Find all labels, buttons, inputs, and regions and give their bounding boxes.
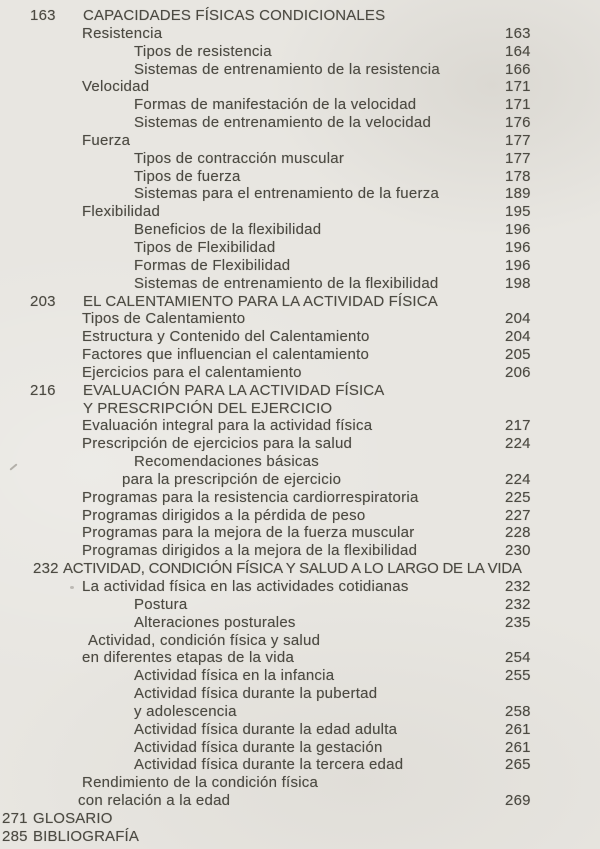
- page-number: 227: [505, 506, 531, 524]
- page-number: 196: [505, 256, 531, 274]
- entry-title: con relación a la edad: [78, 792, 231, 810]
- page-number: 189: [505, 185, 531, 203]
- entry-title: Actividad física durante la gestación: [134, 738, 383, 756]
- toc-row: [0, 489, 600, 507]
- page-number: 265: [505, 756, 531, 774]
- page-number: 176: [505, 114, 531, 132]
- toc-row: [0, 257, 600, 275]
- toc-row: [0, 310, 600, 328]
- entry-title: EVALUACIÓN PARA LA ACTIVIDAD FÍSICA: [83, 381, 385, 399]
- page-number: 225: [505, 488, 531, 506]
- entry-title: La actividad física en las actividades cotidianas: [82, 578, 409, 595]
- toc-row: [0, 721, 600, 739]
- toc-row: [0, 346, 600, 364]
- toc-row: [0, 114, 600, 132]
- entry-title: Tipos de resistencia: [134, 42, 272, 60]
- entry-title: Formas de manifestación de la velocidad: [134, 96, 417, 114]
- entry-title: Velocidad: [82, 78, 150, 96]
- toc-row: [0, 739, 600, 757]
- entry-title: Programas dirigidos a la pérdida de peso: [82, 506, 366, 524]
- entry-title: Rendimiento de la condición física: [82, 774, 319, 792]
- toc-row: [0, 150, 600, 168]
- entry-title: Flexibilidad: [82, 203, 161, 221]
- entry-title: Programas dirigidos a la mejora de la flexibilidad: [82, 542, 418, 560]
- toc-row: [0, 185, 600, 203]
- toc-row: [0, 168, 600, 186]
- table-of-contents: [0, 7, 600, 846]
- toc-row: [0, 578, 600, 596]
- chapter-page-number: 203: [30, 292, 56, 310]
- toc-row: [0, 61, 600, 79]
- page-number: 232: [505, 595, 531, 613]
- entry-title: Programas para la resistencia cardiorrespiratoria: [82, 488, 419, 506]
- page-number: 206: [505, 363, 531, 381]
- entry-title: en diferentes etapas de la vida: [82, 649, 295, 667]
- toc-row: [0, 685, 600, 703]
- page-number: 178: [505, 167, 531, 185]
- toc-row: [0, 78, 600, 96]
- page-number: 224: [505, 470, 531, 488]
- entry-title: CAPACIDADES FÍSICAS CONDICIONALES: [83, 7, 386, 24]
- toc-row: [0, 792, 600, 810]
- page-number: 224: [505, 435, 531, 453]
- toc-row: [0, 96, 600, 114]
- toc-row: [0, 275, 600, 293]
- page-number: 217: [505, 417, 531, 435]
- entry-title: Tipos de Flexibilidad: [134, 238, 276, 256]
- entry-title: Factores que influencian el calentamiento: [82, 346, 370, 364]
- entry-title: Estructura y Contenido del Calentamiento: [82, 328, 370, 346]
- page-number: 228: [505, 524, 531, 542]
- toc-row: [0, 293, 600, 311]
- entry-title: Tipos de contracción muscular: [134, 149, 345, 167]
- entry-title: Y PRESCRIPCIÓN DEL EJERCICIO: [83, 399, 333, 417]
- toc-row: [0, 471, 600, 489]
- page-number: 235: [505, 613, 531, 631]
- entry-title: Sistemas de entrenamiento de la resistencia: [134, 60, 440, 78]
- entry-title: Actividad física durante la edad adulta: [134, 720, 398, 738]
- toc-row: [0, 774, 600, 792]
- toc-row: [0, 364, 600, 382]
- entry-title: Resistencia: [82, 24, 163, 42]
- page-number: 195: [505, 203, 531, 221]
- toc-row: [0, 132, 600, 150]
- toc-row: [0, 221, 600, 239]
- page-number: 255: [505, 667, 531, 685]
- page-number: 164: [505, 42, 531, 60]
- entry-title: y adolescencia: [134, 702, 237, 720]
- entry-title: Sistemas de entrenamiento de la velocidad: [134, 114, 432, 132]
- page-number: 232: [505, 578, 531, 595]
- entry-title: Postura: [134, 595, 188, 613]
- page-number: 261: [505, 738, 531, 756]
- toc-row: [0, 203, 600, 221]
- toc-row: [0, 756, 600, 774]
- entry-title: Sistemas de entrenamiento de la flexibilidad: [134, 274, 439, 292]
- chapter-page-number: 285: [2, 827, 28, 845]
- toc-row: [0, 524, 600, 542]
- toc-row: [0, 507, 600, 525]
- page-number: 171: [505, 78, 531, 96]
- entry-title: Actividad física durante la pubertad: [134, 685, 378, 703]
- entry-title: Evaluación integral para la actividad física: [82, 417, 373, 435]
- page-number: 204: [505, 310, 531, 328]
- page-number: 269: [505, 792, 531, 810]
- entry-title: Ejercicios para el calentamiento: [82, 363, 302, 381]
- entry-title: ACTIVIDAD, CONDICIÓN FÍSICA Y SALUD A LO LARGO DE LA VIDA: [63, 560, 522, 578]
- page-number: 261: [505, 720, 531, 738]
- page-number: 166: [505, 60, 531, 78]
- page-number: 177: [505, 131, 531, 149]
- chapter-page-number: 216: [30, 381, 56, 399]
- entry-title: Beneficios de la flexibilidad: [134, 221, 322, 239]
- entry-title: Alteraciones posturales: [134, 613, 296, 631]
- entry-title: Fuerza: [82, 131, 131, 149]
- chapter-page-number: 163: [30, 7, 56, 24]
- entry-title: Recomendaciones básicas: [134, 453, 320, 471]
- entry-title: GLOSARIO: [33, 809, 113, 827]
- entry-title: Programas para la mejora de la fuerza muscular: [82, 524, 415, 542]
- entry-title: Tipos de fuerza: [134, 167, 241, 185]
- page-number: 258: [505, 702, 531, 720]
- scan-artifact: [70, 586, 74, 589]
- toc-row: [0, 596, 600, 614]
- toc-row: [0, 703, 600, 721]
- page-number: 177: [505, 149, 531, 167]
- page-number: 204: [505, 328, 531, 346]
- toc-row: [0, 649, 600, 667]
- toc-row: [0, 400, 600, 418]
- entry-title: Actividad, condición física y salud: [88, 631, 321, 649]
- toc-row: [0, 667, 600, 685]
- page-number: 171: [505, 96, 531, 114]
- toc-row: [0, 828, 600, 846]
- chapter-page-number: 232: [33, 560, 59, 578]
- entry-title: Actividad física durante la tercera edad: [134, 756, 404, 774]
- toc-row: [0, 453, 600, 471]
- entry-title: BIBLIOGRAFÍA: [33, 827, 139, 845]
- toc-row: [0, 328, 600, 346]
- entry-title: Actividad física en la infancia: [134, 667, 335, 685]
- toc-row: [0, 632, 600, 650]
- page-number: 230: [505, 542, 531, 560]
- entry-title: Sistemas para el entrenamiento de la fuerza: [134, 185, 440, 203]
- entry-title: Prescripción de ejercicios para la salud: [82, 435, 353, 453]
- entry-title: para la prescripción de ejercicio: [122, 470, 342, 488]
- toc-row: [0, 382, 600, 400]
- toc-row: [0, 435, 600, 453]
- chapter-page-number: 271: [2, 809, 28, 827]
- toc-row: [0, 25, 600, 43]
- page-number: 198: [505, 274, 531, 292]
- entry-title: Formas de Flexibilidad: [134, 256, 291, 274]
- entry-title: EL CALENTAMIENTO PARA LA ACTIVIDAD FÍSICA: [83, 292, 438, 310]
- toc-row: [0, 43, 600, 61]
- page-number: 196: [505, 221, 531, 239]
- entry-title: Tipos de Calentamiento: [82, 310, 246, 328]
- page-number: 196: [505, 238, 531, 256]
- toc-row: [0, 542, 600, 560]
- page-number: 163: [505, 24, 531, 42]
- toc-row: [0, 560, 600, 578]
- toc-row: [0, 417, 600, 435]
- toc-row: [0, 810, 600, 828]
- toc-row: [0, 7, 600, 25]
- toc-row: [0, 239, 600, 257]
- toc-row: [0, 614, 600, 632]
- page-number: 254: [505, 649, 531, 667]
- page-number: 205: [505, 346, 531, 364]
